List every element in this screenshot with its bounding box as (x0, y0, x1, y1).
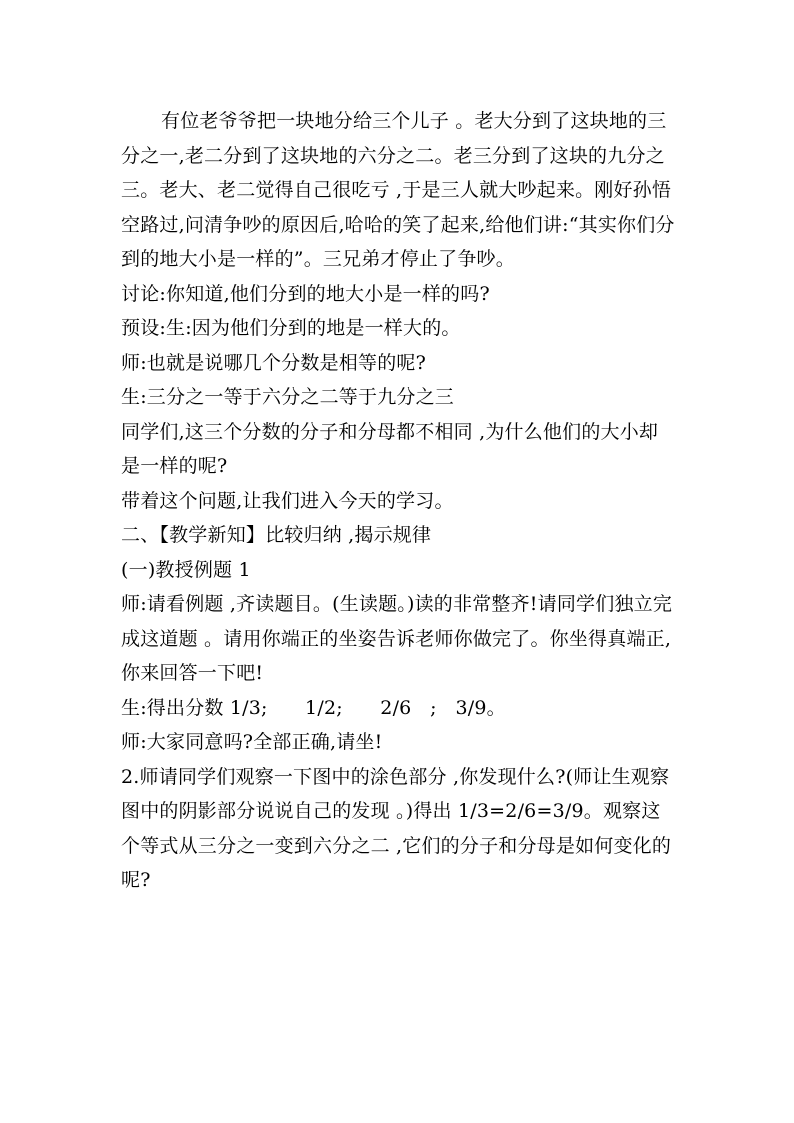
discussion-question: 讨论:你知道,他们分到的地大小是一样的吗? (121, 282, 490, 305)
section-title: 二、【教学新知】比较归纳 ,揭示规律 (121, 524, 432, 546)
teacher-question: 师:也就是说哪几个分数是相等的呢? (121, 351, 426, 374)
story-paragraph: 有位老爷爷把一块地分给三个儿子 。老大分到了这块地的三分之一,老二分到了这块地的六分之二。老三分到了这块的九分之三。老大、老二觉得自己很吃亏 ,于是三人就大吵起来。刚好孙悟空路过,问清争吵的原因后,哈哈的笑了起来,给他们讲:“其实你们分到的地大小是一样的”。三兄弟才停止了争吵。 (121, 110, 675, 270)
student-answer: 生:三分之一等于六分之二等于九分之三 (121, 386, 455, 408)
preset-answer: 预设:生:因为他们分到的地是一样大的。 (121, 317, 461, 339)
student-fractions: 生:得出分数 1/3; 1/2; 2/6 ; 3/9。 (121, 696, 506, 719)
document-body (121, 104, 677, 898)
observation-paragraph: 2.师请同学们观察一下图中的涂色部分 ,你发现什么?(师让生观察图中的阴影部分说说自己的发现 。)得出 1/3=2/6=3/9。观察这个等式从三分之一变到六分之二 ,它们的分子和分母是如何变化的呢? (121, 765, 672, 891)
teacher-instruction: 师:请看例题 ,齐读题目。(生读题。)读的非常整齐!请同学们独立完成这道题 。请用你端正的坐姿告诉老师你做完了。你坐得真端正,你来回答一下吧! (121, 593, 673, 684)
subsection-title: (一)教授例题 1 (121, 558, 251, 581)
class-question: 同学们,这三个分数的分子和分母都不相同 ,为什么他们的大小却是一样的呢? (121, 420, 659, 477)
transition-line: 带着这个问题,让我们进入今天的学习。 (121, 489, 454, 512)
teacher-confirmation: 师:大家同意吗?全部正确,请坐! (121, 731, 383, 753)
